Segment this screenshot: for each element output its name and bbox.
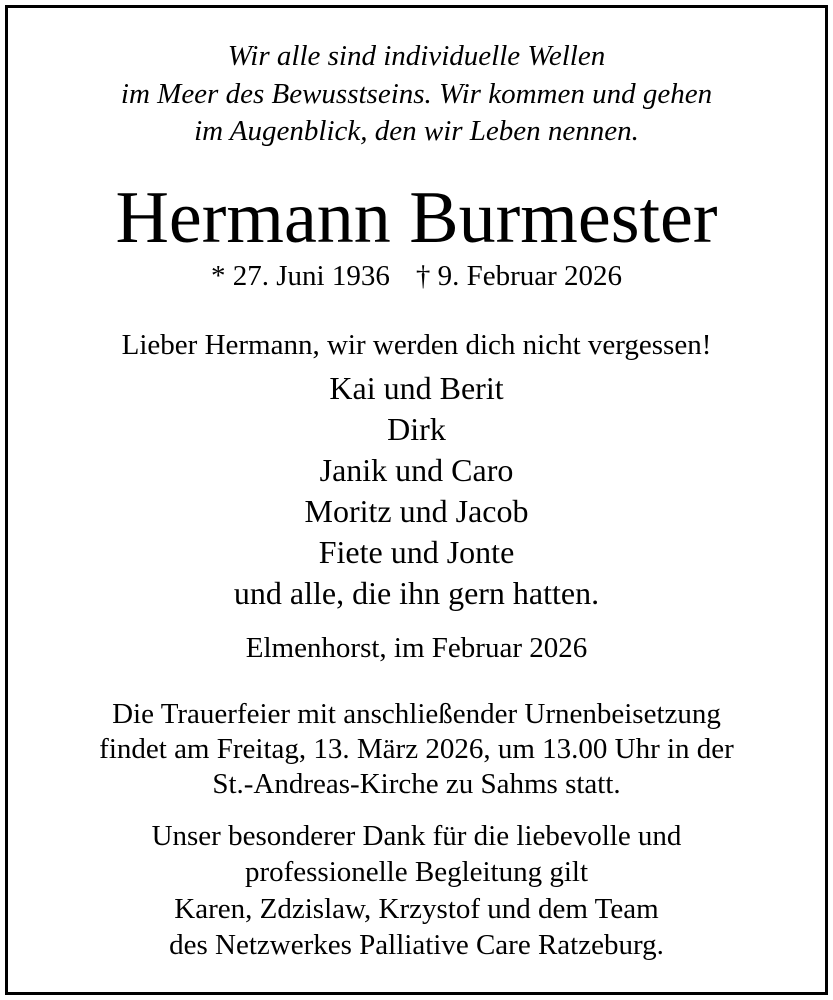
thanks-line-2: professionelle Begleitung gilt [244,856,589,888]
life-dates [0,262,833,291]
thanks-line-1: Unser besonderer Dank für die liebevolle und [151,820,682,852]
place-and-date: Elmenhorst, im Februar 2026 [245,632,588,664]
poem-line-2: im Meer des Bewusstseins. Wir kommen und gehen [120,78,713,110]
death-date: † 9. Februar 2026 [415,260,623,292]
birth-date: * 27. Juni 1936 [210,260,390,292]
family-member-4: Moritz und Jacob [304,493,529,529]
family-member-3: Janik und Caro [319,452,514,488]
family-member-2: Dirk [387,411,446,447]
family-member-6: und alle, die ihn gern hatten. [233,575,600,611]
thanks-line-3: Karen, Zdzislaw, Krzystof und dem Team [174,893,659,925]
family-member-1: Kai und Berit [329,370,504,406]
poem-line-3: im Augenblick, den wir Leben nennen. [194,115,639,147]
deceased-name: Hermann Burmester [115,177,718,259]
ceremony-line-3: St.-Andreas-Kirche zu Sahms statt. [212,768,621,800]
farewell-message: Lieber Hermann, wir werden dich nicht vergessen! [121,329,712,361]
poem-line-1: Wir alle sind individuelle Wellen [227,40,606,72]
thanks-line-4: des Netzwerkes Palliative Care Ratzeburg. [169,929,664,961]
ceremony-line-1: Die Trauerfeier mit anschließender Urnenbeisetzung [112,698,721,730]
family-member-5: Fiete und Jonte [318,534,515,570]
ceremony-line-2: findet am Freitag, 13. März 2026, um 13.00 Uhr in der [99,733,734,765]
